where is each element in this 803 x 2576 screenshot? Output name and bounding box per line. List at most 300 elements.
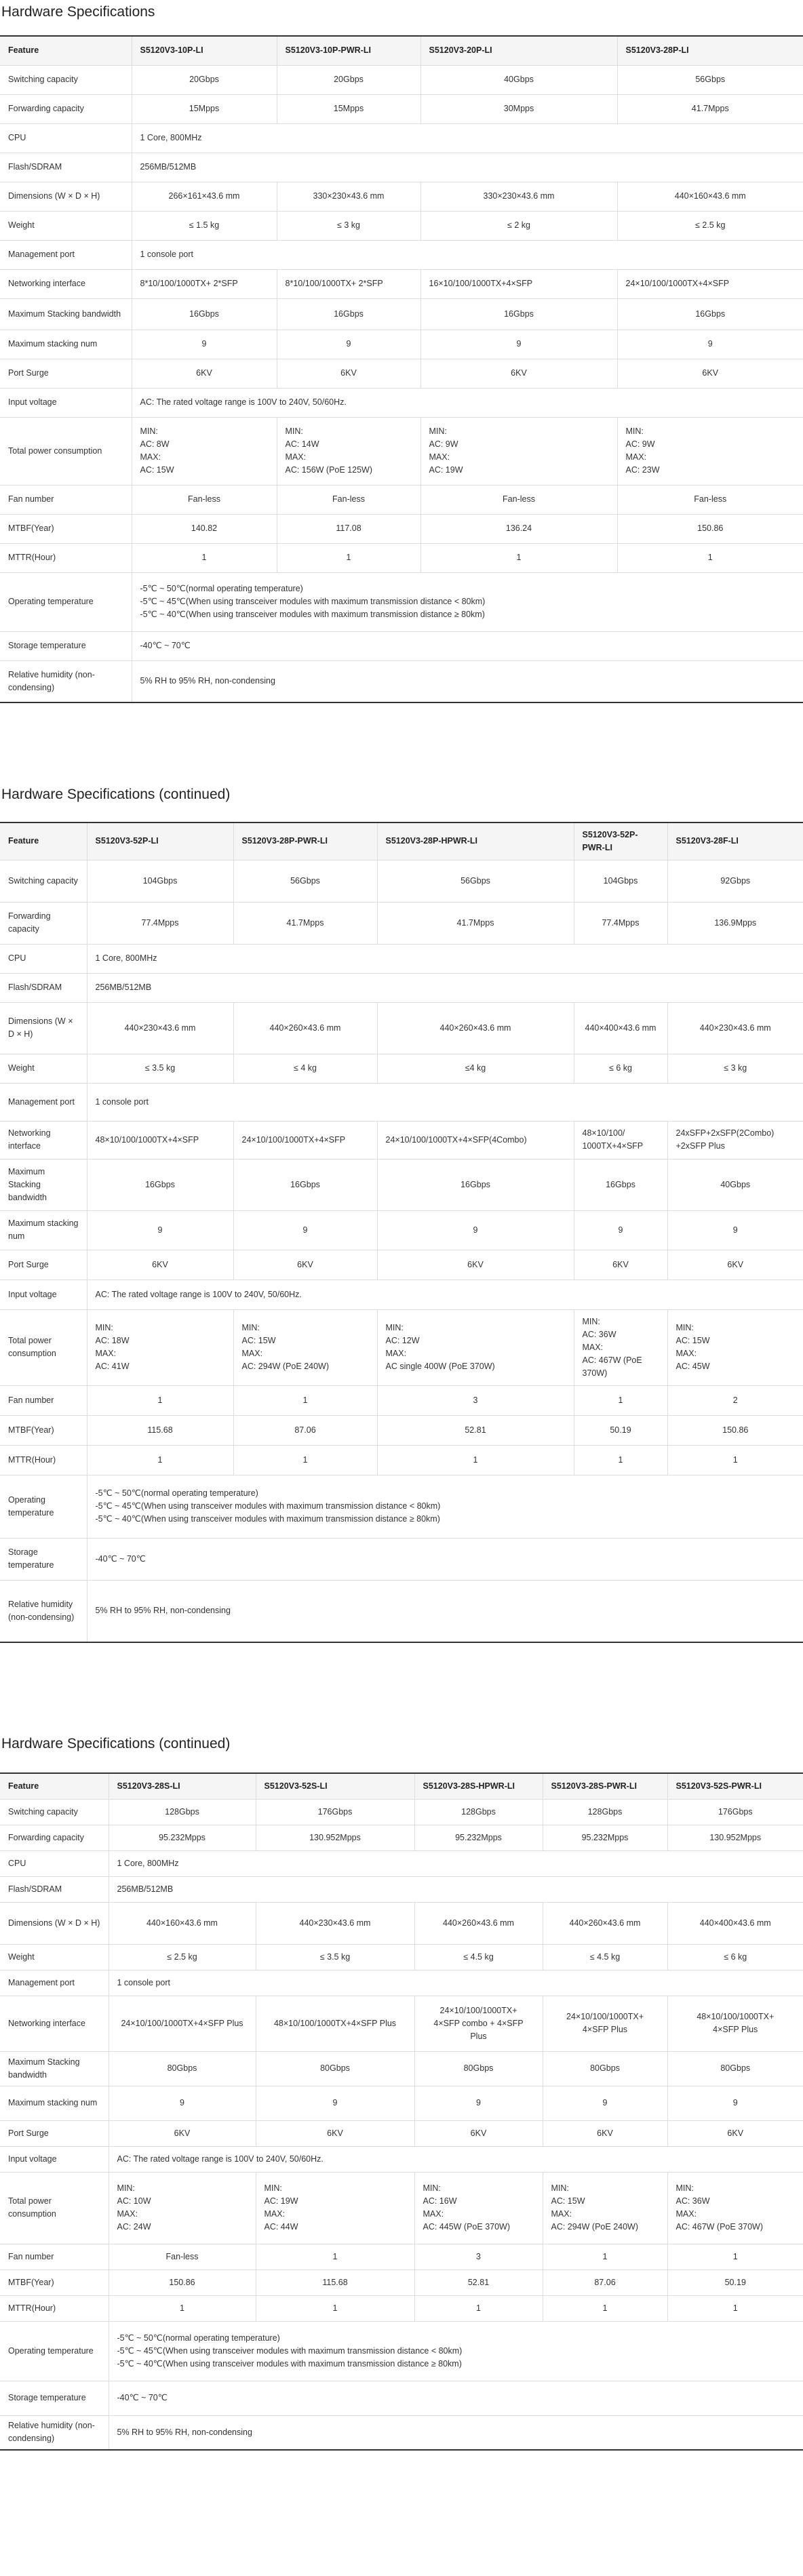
table-row: [0, 1445, 803, 1475]
table-row: [0, 2244, 803, 2270]
row-value: 16Gbps: [574, 1159, 667, 1210]
row-value: 1 Core, 800MHz: [109, 1850, 803, 1876]
row-value: 1: [617, 543, 803, 572]
row-value: 1: [256, 2295, 414, 2321]
row-value: 9: [414, 2086, 543, 2120]
row-value: 115.68: [256, 2270, 414, 2295]
table-row: [0, 902, 803, 944]
table-row: [0, 2415, 803, 2450]
table-row: [0, 514, 803, 543]
table-header-row: [0, 36, 803, 65]
row-value: 8*10/100/1000TX+ 2*SFP: [132, 269, 277, 298]
row-value: MIN: AC: 36W MAX: AC: 467W (PoE 370W): [667, 2172, 803, 2244]
table-row: [0, 543, 803, 572]
row-value: 6KV: [420, 359, 617, 388]
row-value: ≤ 6 kg: [667, 1944, 803, 1970]
row-value: MIN: AC: 16W MAX: AC: 445W (PoE 370W): [414, 2172, 543, 2244]
row-value: 24xSFP+2xSFP(2Combo) +2xSFP Plus: [667, 1121, 803, 1159]
row-value: 330×230×43.6 mm: [420, 182, 617, 211]
row-value: Fan-less: [277, 485, 420, 514]
row-value: AC: The rated voltage range is 100V to 240V, 50/60Hz.: [109, 2146, 803, 2172]
row-value: 95.232Mpps: [414, 1825, 543, 1850]
row-value: 80Gbps: [256, 2051, 414, 2086]
row-value: 80Gbps: [543, 2051, 667, 2086]
row-label: Switching capacity: [0, 1799, 109, 1825]
row-label: Weight: [0, 1054, 87, 1083]
table-row: [0, 1121, 803, 1159]
row-value: 80Gbps: [667, 2051, 803, 2086]
row-label: Input voltage: [0, 388, 132, 417]
row-value: 1: [256, 2244, 414, 2270]
row-label: Management port: [0, 1083, 87, 1121]
table-row: [0, 298, 803, 330]
header-model: S5120V3-52P-LI: [87, 823, 233, 860]
row-value: 440×230×43.6 mm: [87, 1002, 233, 1054]
row-value: 104Gbps: [87, 860, 233, 902]
row-value: 80Gbps: [109, 2051, 256, 2086]
row-value: MIN: AC: 9W MAX: AC: 23W: [617, 417, 803, 485]
row-value: 56Gbps: [617, 65, 803, 94]
table-row: [0, 1944, 803, 1970]
table-row: [0, 65, 803, 94]
row-value: Fan-less: [132, 485, 277, 514]
table-row: [0, 631, 803, 660]
row-value: 9: [667, 2086, 803, 2120]
row-label: Total power consumption: [0, 417, 132, 485]
row-label: Networking interface: [0, 1996, 109, 2051]
row-value: 150.86: [109, 2270, 256, 2295]
row-value: 6KV: [543, 2120, 667, 2146]
header-model: S5120V3-28P-PWR-LI: [233, 823, 377, 860]
table-row: [0, 1385, 803, 1415]
row-value: 5% RH to 95% RH, non-condensing: [87, 1580, 803, 1642]
row-value: 24×10/100/1000TX+4×SFP: [617, 269, 803, 298]
row-value: 41.7Mpps: [233, 902, 377, 944]
row-value: 40Gbps: [420, 65, 617, 94]
row-label: Networking interface: [0, 1121, 87, 1159]
row-value: 30Mpps: [420, 94, 617, 123]
header-model: S5120V3-10P-LI: [132, 36, 277, 65]
row-value: 150.86: [667, 1415, 803, 1445]
row-value: 80Gbps: [414, 2051, 543, 2086]
header-model: S5120V3-28S-LI: [109, 1773, 256, 1799]
row-value: 6KV: [109, 2120, 256, 2146]
row-label: MTBF(Year): [0, 2270, 109, 2295]
header-feature: Feature: [0, 36, 132, 65]
table-row: [0, 1876, 803, 1902]
row-value: 9: [377, 1210, 574, 1250]
section-title: Hardware Specifications: [1, 4, 155, 20]
table-row: [0, 1280, 803, 1309]
row-label: Maximum stacking num: [0, 1210, 87, 1250]
row-label: CPU: [0, 944, 87, 973]
row-value: 6KV: [414, 2120, 543, 2146]
row-value: 130.952Mpps: [667, 1825, 803, 1850]
table-row: [0, 2146, 803, 2172]
row-value: 1: [420, 543, 617, 572]
row-label: Dimensions (W × D × H): [0, 182, 132, 211]
row-value: -40℃ ~ 70℃: [109, 2381, 803, 2415]
row-value: 440×160×43.6 mm: [617, 182, 803, 211]
row-value: 6KV: [377, 1250, 574, 1280]
header-model: S5120V3-52P-PWR-LI: [574, 823, 667, 860]
row-value: 24×10/100/1000TX+4×SFP(4Combo): [377, 1121, 574, 1159]
row-value: 128Gbps: [109, 1799, 256, 1825]
row-value: 1 Core, 800MHz: [132, 123, 803, 153]
row-value: 15Mpps: [132, 94, 277, 123]
row-value: 440×160×43.6 mm: [109, 1902, 256, 1944]
row-value: 3: [377, 1385, 574, 1415]
row-value: ≤ 3 kg: [277, 211, 420, 240]
row-value: 140.82: [132, 514, 277, 543]
header-feature: Feature: [0, 1773, 109, 1799]
table-row: [0, 94, 803, 123]
row-value: 48×10/100/1000TX+ 4×SFP Plus: [667, 1996, 803, 2051]
row-label: Storage temperature: [0, 631, 132, 660]
row-value: MIN: AC: 12W MAX: AC single 400W (PoE 370W): [377, 1309, 574, 1385]
row-value: 128Gbps: [414, 1799, 543, 1825]
row-value: ≤ 1.5 kg: [132, 211, 277, 240]
row-value: 95.232Mpps: [109, 1825, 256, 1850]
table-row: [0, 1850, 803, 1876]
row-value: 256MB/512MB: [87, 973, 803, 1002]
row-value: 1 console port: [87, 1083, 803, 1121]
row-value: 8*10/100/1000TX+ 2*SFP: [277, 269, 420, 298]
row-value: 9: [543, 2086, 667, 2120]
row-value: MIN: AC: 9W MAX: AC: 19W: [420, 417, 617, 485]
row-label: Maximum Stacking bandwidth: [0, 1159, 87, 1210]
row-label: Port Surge: [0, 1250, 87, 1280]
row-value: ≤ 4 kg: [233, 1054, 377, 1083]
row-value: AC: The rated voltage range is 100V to 240V, 50/60Hz.: [87, 1280, 803, 1309]
row-value: 9: [233, 1210, 377, 1250]
row-value: 150.86: [617, 514, 803, 543]
row-value: 440×260×43.6 mm: [233, 1002, 377, 1054]
header-model: S5120V3-52S-LI: [256, 1773, 414, 1799]
row-value: 1: [377, 1445, 574, 1475]
row-value: Fan-less: [109, 2244, 256, 2270]
row-label: Flash/SDRAM: [0, 973, 87, 1002]
row-value: ≤ 3 kg: [667, 1054, 803, 1083]
row-value: 24×10/100/1000TX+ 4×SFP combo + 4×SFP Plus: [414, 1996, 543, 2051]
row-label: CPU: [0, 123, 132, 153]
row-value: 16Gbps: [132, 298, 277, 330]
row-label: Operating temperature: [0, 572, 132, 631]
row-value: MIN: AC: 19W MAX: AC: 44W: [256, 2172, 414, 2244]
table-row: [0, 2086, 803, 2120]
row-value: ≤4 kg: [377, 1054, 574, 1083]
row-value: ≤ 6 kg: [574, 1054, 667, 1083]
table-row: [0, 2270, 803, 2295]
row-label: Input voltage: [0, 2146, 109, 2172]
row-value: 6KV: [233, 1250, 377, 1280]
table-header-row: [0, 1773, 803, 1799]
table-row: [0, 860, 803, 902]
row-label: Weight: [0, 211, 132, 240]
row-label: Relative humidity (non-condensing): [0, 1580, 87, 1642]
row-value: 440×230×43.6 mm: [256, 1902, 414, 1944]
row-label: Total power consumption: [0, 1309, 87, 1385]
row-value: ≤ 3.5 kg: [256, 1944, 414, 1970]
table-row: [0, 944, 803, 973]
row-value: 48×10/100/1000TX+4×SFP: [87, 1121, 233, 1159]
table-row: [0, 1970, 803, 1996]
row-value: 1: [233, 1385, 377, 1415]
row-value: 6KV: [667, 1250, 803, 1280]
table-row: [0, 660, 803, 702]
row-value: 9: [132, 330, 277, 359]
table-row: [0, 123, 803, 153]
row-value: 48×10/100/ 1000TX+4×SFP: [574, 1121, 667, 1159]
row-value: 256MB/512MB: [109, 1876, 803, 1902]
row-value: 52.81: [377, 1415, 574, 1445]
row-value: 56Gbps: [233, 860, 377, 902]
row-value: 117.08: [277, 514, 420, 543]
row-value: 6KV: [617, 359, 803, 388]
row-value: MIN: AC: 15W MAX: AC: 294W (PoE 240W): [233, 1309, 377, 1385]
row-value: 41.7Mpps: [617, 94, 803, 123]
row-label: Flash/SDRAM: [0, 1876, 109, 1902]
row-value: 130.952Mpps: [256, 1825, 414, 1850]
row-label: CPU: [0, 1850, 109, 1876]
row-value: ≤ 2.5 kg: [617, 211, 803, 240]
row-value: -40℃ ~ 70℃: [132, 631, 803, 660]
row-label: Operating temperature: [0, 1475, 87, 1538]
row-value: 256MB/512MB: [132, 153, 803, 182]
row-value: ≤ 2 kg: [420, 211, 617, 240]
row-value: 77.4Mpps: [87, 902, 233, 944]
row-value: 1: [87, 1385, 233, 1415]
row-value: 48×10/100/1000TX+4×SFP Plus: [256, 1996, 414, 2051]
row-value: 9: [574, 1210, 667, 1250]
row-value: 24×10/100/1000TX+ 4×SFP Plus: [543, 1996, 667, 2051]
row-value: 266×161×43.6 mm: [132, 182, 277, 211]
header-model: S5120V3-52S-PWR-LI: [667, 1773, 803, 1799]
spec-table: [0, 822, 803, 1643]
row-label: Port Surge: [0, 359, 132, 388]
table-row: [0, 1159, 803, 1210]
row-value: 9: [87, 1210, 233, 1250]
row-value: 1: [667, 2244, 803, 2270]
row-value: 176Gbps: [256, 1799, 414, 1825]
table-row: [0, 269, 803, 298]
row-value: 6KV: [256, 2120, 414, 2146]
row-value: 9: [617, 330, 803, 359]
row-value: 15Mpps: [277, 94, 420, 123]
row-value: 1: [574, 1445, 667, 1475]
row-label: Switching capacity: [0, 65, 132, 94]
row-label: Forwarding capacity: [0, 1825, 109, 1850]
spec-table: [0, 35, 803, 703]
row-value: 1: [667, 1445, 803, 1475]
header-model: S5120V3-28S-HPWR-LI: [414, 1773, 543, 1799]
row-value: -5℃ ~ 50℃(normal operating temperature) -5℃ ~ 45℃(When using transceiver modules with maximum transmission distance < 80km) -5℃ ~ 40℃(When using transceiver modules with maximum transmission distance ≥ 80km): [132, 572, 803, 631]
table-row: [0, 1002, 803, 1054]
row-value: AC: The rated voltage range is 100V to 240V, 50/60Hz.: [132, 388, 803, 417]
row-value: 16Gbps: [617, 298, 803, 330]
row-value: 1: [132, 543, 277, 572]
table-row: [0, 2172, 803, 2244]
row-value: -5℃ ~ 50℃(normal operating temperature) -5℃ ~ 45℃(When using transceiver modules with maximum transmission distance < 80km) -5℃ ~ 40℃(When using transceiver modules with maximum transmission distance ≥ 80km): [87, 1475, 803, 1538]
row-value: -40℃ ~ 70℃: [87, 1538, 803, 1580]
row-value: 92Gbps: [667, 860, 803, 902]
row-value: 52.81: [414, 2270, 543, 2295]
header-model: S5120V3-10P-PWR-LI: [277, 36, 420, 65]
row-label: Forwarding capacity: [0, 902, 87, 944]
header-model: S5120V3-28F-LI: [667, 823, 803, 860]
table-row: [0, 1309, 803, 1385]
row-value: 128Gbps: [543, 1799, 667, 1825]
row-value: Fan-less: [420, 485, 617, 514]
row-value: 440×230×43.6 mm: [667, 1002, 803, 1054]
table-row: [0, 1580, 803, 1642]
section-title: Hardware Specifications (continued): [1, 787, 231, 802]
row-value: 56Gbps: [377, 860, 574, 902]
row-label: MTTR(Hour): [0, 2295, 109, 2321]
row-value: 40Gbps: [667, 1159, 803, 1210]
row-label: Switching capacity: [0, 860, 87, 902]
table-row: [0, 1902, 803, 1944]
table-row: [0, 1538, 803, 1580]
row-value: 16Gbps: [420, 298, 617, 330]
table-row: [0, 2120, 803, 2146]
row-value: 95.232Mpps: [543, 1825, 667, 1850]
row-value: 1 console port: [132, 240, 803, 269]
row-value: 87.06: [543, 2270, 667, 2295]
row-label: Input voltage: [0, 1280, 87, 1309]
row-label: Fan number: [0, 1385, 87, 1415]
row-label: Dimensions (W × D × H): [0, 1002, 87, 1054]
row-value: 5% RH to 95% RH, non-condensing: [132, 660, 803, 702]
row-value: MIN: AC: 10W MAX: AC: 24W: [109, 2172, 256, 2244]
row-value: 1: [574, 1385, 667, 1415]
row-label: Maximum Stacking bandwidth: [0, 2051, 109, 2086]
spec-table: [0, 1772, 803, 2451]
table-row: [0, 330, 803, 359]
row-label: Weight: [0, 1944, 109, 1970]
row-label: Networking interface: [0, 269, 132, 298]
table-row: [0, 2295, 803, 2321]
row-label: Dimensions (W × D × H): [0, 1902, 109, 1944]
table-row: [0, 388, 803, 417]
row-label: MTTR(Hour): [0, 1445, 87, 1475]
row-label: Relative humidity (non-condensing): [0, 660, 132, 702]
row-label: Maximum stacking num: [0, 330, 132, 359]
header-feature: Feature: [0, 823, 87, 860]
row-value: MIN: AC: 15W MAX: AC: 45W: [667, 1309, 803, 1385]
row-label: Total power consumption: [0, 2172, 109, 2244]
row-label: Operating temperature: [0, 2321, 109, 2381]
row-value: 176Gbps: [667, 1799, 803, 1825]
row-label: Storage temperature: [0, 1538, 87, 1580]
row-value: MIN: AC: 18W MAX: AC: 41W: [87, 1309, 233, 1385]
header-model: S5120V3-28S-PWR-LI: [543, 1773, 667, 1799]
header-model: S5120V3-28P-HPWR-LI: [377, 823, 574, 860]
table-row: [0, 1054, 803, 1083]
row-value: 440×260×43.6 mm: [377, 1002, 574, 1054]
row-value: 1: [667, 2295, 803, 2321]
row-label: Management port: [0, 240, 132, 269]
row-label: Storage temperature: [0, 2381, 109, 2415]
row-value: 330×230×43.6 mm: [277, 182, 420, 211]
header-model: S5120V3-28P-LI: [617, 36, 803, 65]
row-label: Maximum stacking num: [0, 2086, 109, 2120]
table-row: [0, 1415, 803, 1445]
table-row: [0, 182, 803, 211]
row-label: Management port: [0, 1970, 109, 1996]
table-row: [0, 1996, 803, 2051]
table-row: [0, 2381, 803, 2415]
row-value: 9: [420, 330, 617, 359]
row-value: 6KV: [87, 1250, 233, 1280]
row-label: Relative humidity (non-condensing): [0, 2415, 109, 2450]
table-row: [0, 211, 803, 240]
table-row: [0, 1799, 803, 1825]
row-value: 16Gbps: [277, 298, 420, 330]
table-row: [0, 153, 803, 182]
row-value: MIN: AC: 14W MAX: AC: 156W (PoE 125W): [277, 417, 420, 485]
row-value: 440×400×43.6 mm: [574, 1002, 667, 1054]
row-value: 1: [414, 2295, 543, 2321]
row-value: MIN: AC: 15W MAX: AC: 294W (PoE 240W): [543, 2172, 667, 2244]
row-value: 9: [277, 330, 420, 359]
table-row: [0, 1475, 803, 1538]
row-value: 1 console port: [109, 1970, 803, 1996]
row-value: 16×10/100/1000TX+4×SFP: [420, 269, 617, 298]
row-label: Forwarding capacity: [0, 94, 132, 123]
table-row: [0, 572, 803, 631]
row-value: 24×10/100/1000TX+4×SFP: [233, 1121, 377, 1159]
table-row: [0, 359, 803, 388]
row-label: Fan number: [0, 2244, 109, 2270]
row-label: Maximum Stacking bandwidth: [0, 298, 132, 330]
row-value: 136.9Mpps: [667, 902, 803, 944]
row-value: 9: [667, 1210, 803, 1250]
row-value: 136.24: [420, 514, 617, 543]
row-label: Port Surge: [0, 2120, 109, 2146]
row-value: 24×10/100/1000TX+4×SFP Plus: [109, 1996, 256, 2051]
section-title: Hardware Specifications (continued): [1, 1736, 231, 1751]
table-row: [0, 2321, 803, 2381]
row-label: Flash/SDRAM: [0, 153, 132, 182]
header-model: S5120V3-20P-LI: [420, 36, 617, 65]
row-value: 1: [109, 2295, 256, 2321]
row-value: 9: [256, 2086, 414, 2120]
row-value: 115.68: [87, 1415, 233, 1445]
row-value: 104Gbps: [574, 860, 667, 902]
row-value: 1: [277, 543, 420, 572]
table-row: [0, 240, 803, 269]
row-value: MIN: AC: 36W MAX: AC: 467W (PoE 370W): [574, 1309, 667, 1385]
row-value: 16Gbps: [87, 1159, 233, 1210]
row-value: 6KV: [667, 2120, 803, 2146]
row-value: 1: [543, 2244, 667, 2270]
row-label: MTTR(Hour): [0, 543, 132, 572]
row-value: ≤ 3.5 kg: [87, 1054, 233, 1083]
row-value: 1: [87, 1445, 233, 1475]
row-value: MIN: AC: 8W MAX: AC: 15W: [132, 417, 277, 485]
row-label: MTBF(Year): [0, 1415, 87, 1445]
row-value: 440×260×43.6 mm: [543, 1902, 667, 1944]
row-value: 50.19: [574, 1415, 667, 1445]
row-label: MTBF(Year): [0, 514, 132, 543]
row-value: 9: [109, 2086, 256, 2120]
row-value: 3: [414, 2244, 543, 2270]
row-value: 16Gbps: [377, 1159, 574, 1210]
row-value: 20Gbps: [132, 65, 277, 94]
table-row: [0, 1250, 803, 1280]
row-value: 16Gbps: [233, 1159, 377, 1210]
